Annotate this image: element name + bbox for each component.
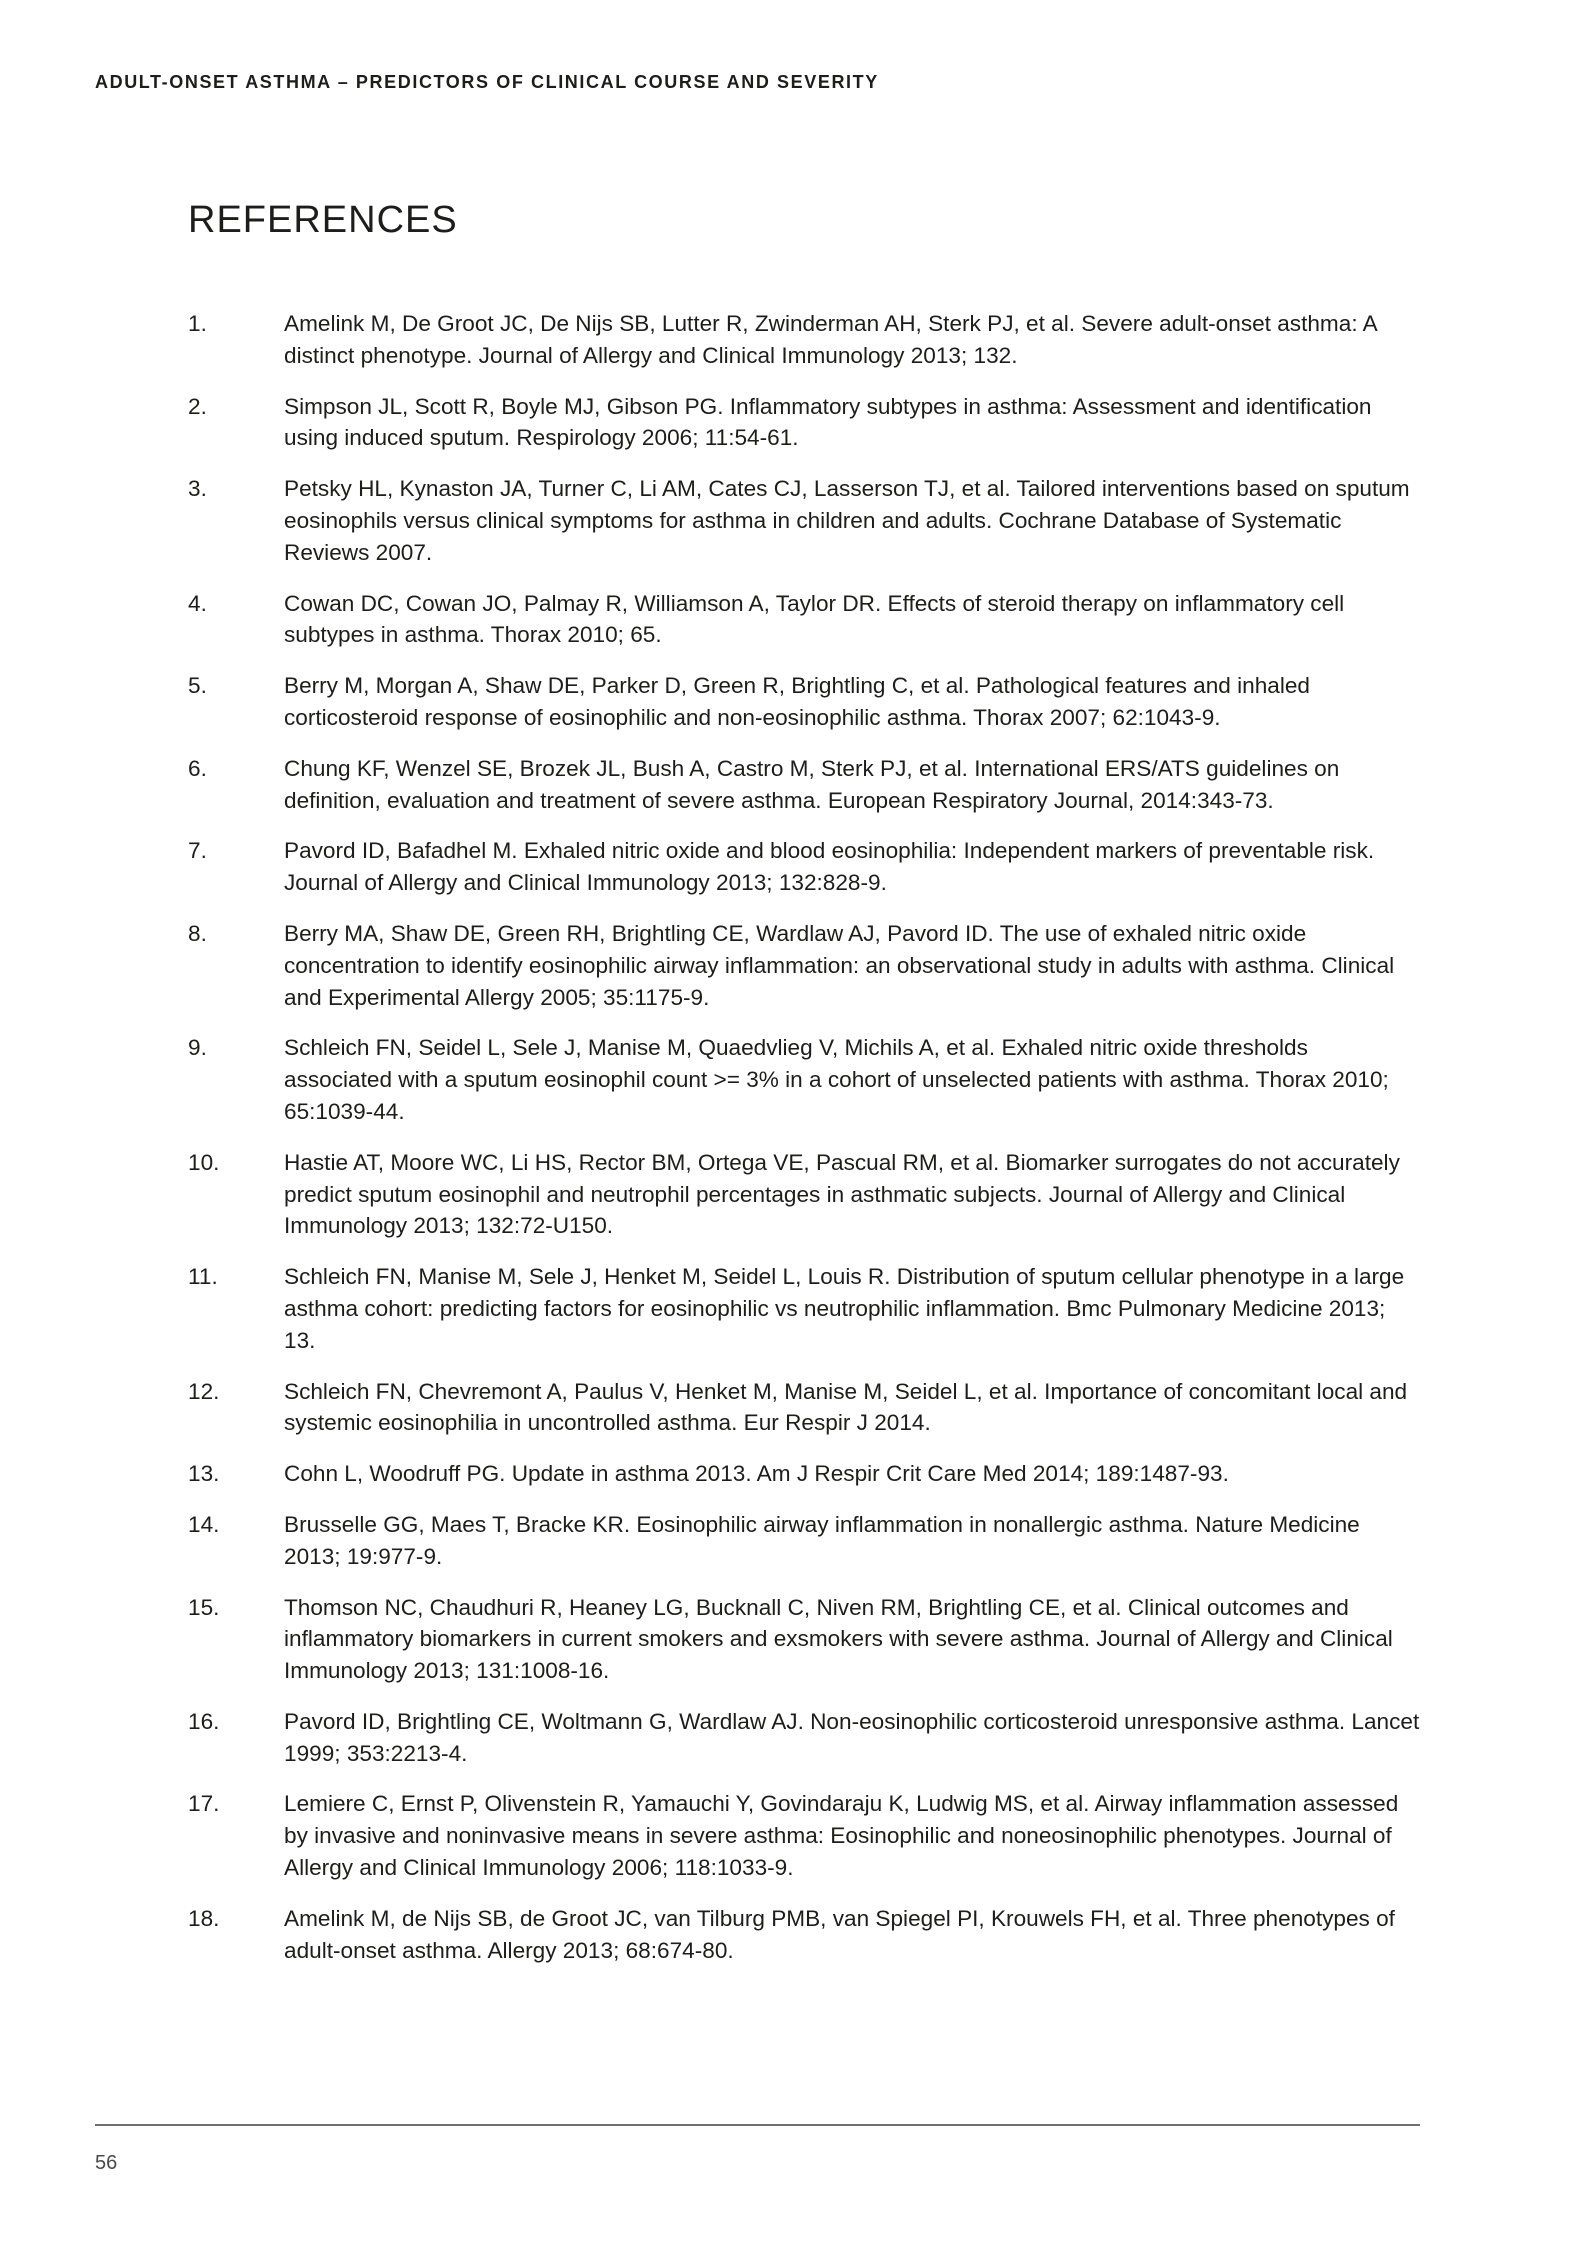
reference-item: [188, 1458, 1420, 1490]
reference-item: [188, 1788, 1420, 1883]
reference-number: 12.: [188, 1378, 220, 1404]
reference-text: Cohn L, Woodruff PG. Update in asthma 2013. Am J Respir Crit Care Med 2014; 189:1487-93.: [284, 1461, 1229, 1487]
reference-text: Berry M, Morgan A, Shaw DE, Parker D, Green R, Brightling C, et al. Pathological features and inhaled corticosteroid response of eosinophilic and non-eosinophilic asthma. Thorax 2007; 62:1043-9.: [284, 673, 1310, 730]
reference-item: [188, 918, 1420, 1013]
reference-item: [188, 308, 1420, 372]
reference-text: Thomson NC, Chaudhuri R, Heaney LG, Bucknall C, Niven RM, Brightling CE, et al. Clinical outcomes and inflammatory biomarkers in current smokers and exsmokers with severe asthma. Journal of Allergy and Clinical Immunology 2013; 131:1008-16.: [284, 1594, 1393, 1684]
reference-text: Schleich FN, Manise M, Sele J, Henket M, Seidel L, Louis R. Distribution of sputum cellular phenotype in a large asthma cohort: predicting factors for eosinophilic vs neutrophilic inflammation. Bmc Pulmonary Medicine 2013; 13.: [284, 1264, 1405, 1353]
reference-number: 5.: [188, 673, 207, 699]
reference-number: 6.: [188, 755, 207, 781]
reference-text: Hastie AT, Moore WC, Li HS, Rector BM, Ortega VE, Pascual RM, et al. Biomarker surrogates do not accurately predict sputum eosinophil and neutrophil percentages in asthmatic subjects. Journal of Allergy and Clinical Immunology 2013; 132:72-U150.: [284, 1149, 1400, 1239]
reference-number: 2.: [188, 393, 207, 419]
reference-item: [188, 835, 1420, 899]
reference-item: [188, 1592, 1420, 1687]
footer-divider: [95, 2124, 1420, 2126]
reference-text: Brusselle GG, Maes T, Bracke KR. Eosinophilic airway inflammation in nonallergic asthma. Nature Medicine 2013; 19:977-9.: [284, 1511, 1360, 1569]
reference-number: 4.: [188, 590, 207, 616]
reference-number: 11.: [188, 1264, 218, 1290]
reference-text: Schleich FN, Seidel L, Sele J, Manise M, Quaedvlieg V, Michils A, et al. Exhaled nitric oxide thresholds associated with a sputum eosinophil count >= 3% in a cohort of unselected patients with asthma. Thorax 2010; 65:1039-44.: [284, 1035, 1389, 1124]
reference-text: Pavord ID, Brightling CE, Woltmann G, Wardlaw AJ. Non-eosinophilic corticosteroid unresponsive asthma. Lancet 1999; 353:2213-4.: [284, 1708, 1420, 1766]
reference-text: Simpson JL, Scott R, Boyle MJ, Gibson PG. Inflammatory subtypes in asthma: Assessment and identification using induced sputum. Respirology 2006; 11:54-61.: [284, 393, 1372, 451]
reference-number: 3.: [188, 476, 207, 502]
reference-list: [188, 308, 1420, 1985]
reference-number: 13.: [188, 1461, 220, 1487]
reference-number: 7.: [188, 838, 207, 864]
reference-text: Pavord ID, Bafadhel M. Exhaled nitric oxide and blood eosinophilia: Independent markers of preventable risk. Journal of Allergy and Clinical Immunology 2013; 132:828-9.: [284, 838, 1375, 896]
reference-text: Amelink M, De Groot JC, De Nijs SB, Lutter R, Zwinderman AH, Sterk PJ, et al. Severe adult-onset asthma: A distinct phenotype. Journal of Allergy and Clinical Immunology 2013; 132.: [284, 311, 1377, 368]
page-number: 56: [95, 2152, 118, 2174]
reference-item: [188, 1261, 1420, 1356]
reference-text: Chung KF, Wenzel SE, Brozek JL, Bush A, Castro M, Sterk PJ, et al. International ERS/ATS guidelines on definition, evaluation and treatment of severe asthma. European Respiratory Journal, 2014:343-73.: [284, 755, 1340, 813]
reference-text: Petsky HL, Kynaston JA, Turner C, Li AM, Cates CJ, Lasserson TJ, et al. Tailored interventions based on sputum eosinophils versus clinical symptoms for asthma in children and adults. Cochrane Database of Systematic Reviews 2007.: [284, 476, 1410, 565]
reference-item: [188, 1032, 1420, 1127]
reference-number: 15.: [188, 1594, 220, 1620]
reference-text: Schleich FN, Chevremont A, Paulus V, Henket M, Manise M, Seidel L, et al. Importance of concomitant local and systemic eosinophilia in uncontrolled asthma. Eur Respir J 2014.: [284, 1378, 1408, 1436]
section-title: REFERENCES: [188, 199, 458, 241]
reference-number: 10.: [188, 1149, 220, 1175]
reference-item: [188, 1509, 1420, 1573]
reference-item: [188, 753, 1420, 817]
reference-item: [188, 473, 1420, 568]
reference-number: 18.: [188, 1905, 220, 1931]
reference-item: [188, 1147, 1420, 1242]
reference-text: Amelink M, de Nijs SB, de Groot JC, van Tilburg PMB, van Spiegel PI, Krouwels FH, et al. Three phenotypes of adult-onset asthma. Allergy 2013; 68:674-80.: [284, 1905, 1395, 1963]
running-header: ADULT-ONSET ASTHMA – PREDICTORS OF CLINICAL COURSE AND SEVERITY: [95, 72, 879, 92]
reference-number: 14.: [188, 1511, 220, 1537]
reference-number: 17.: [188, 1791, 220, 1817]
reference-item: [188, 670, 1420, 734]
reference-text: Cowan DC, Cowan JO, Palmay R, Williamson A, Taylor DR. Effects of steroid therapy on inflammatory cell subtypes in asthma. Thorax 2010; 65.: [284, 590, 1345, 648]
reference-number: 1.: [188, 311, 207, 336]
reference-number: 16.: [188, 1708, 220, 1734]
reference-item: [188, 1706, 1420, 1770]
reference-text: Lemiere C, Ernst P, Olivenstein R, Yamauchi Y, Govindaraju K, Ludwig MS, et al. Airway inflammation assessed by invasive and noninvasive means in severe asthma: Eosinophilic and noneosinophilic phenotypes. Journal of Allergy and Clinical Immunology 2006; 118:1033-9.: [284, 1791, 1399, 1881]
reference-item: [188, 391, 1420, 455]
reference-text: Berry MA, Shaw DE, Green RH, Brightling CE, Wardlaw AJ, Pavord ID. The use of exhaled nitric oxide concentration to identify eosinophilic airway inflammation: an observational study in adults with asthma. Clinical and Experimental Allergy 2005; 35:1175-9.: [284, 920, 1395, 1010]
reference-item: [188, 1903, 1420, 1967]
reference-number: 8.: [188, 920, 207, 946]
reference-item: [188, 1376, 1420, 1440]
reference-item: [188, 588, 1420, 652]
reference-number: 9.: [188, 1035, 207, 1061]
